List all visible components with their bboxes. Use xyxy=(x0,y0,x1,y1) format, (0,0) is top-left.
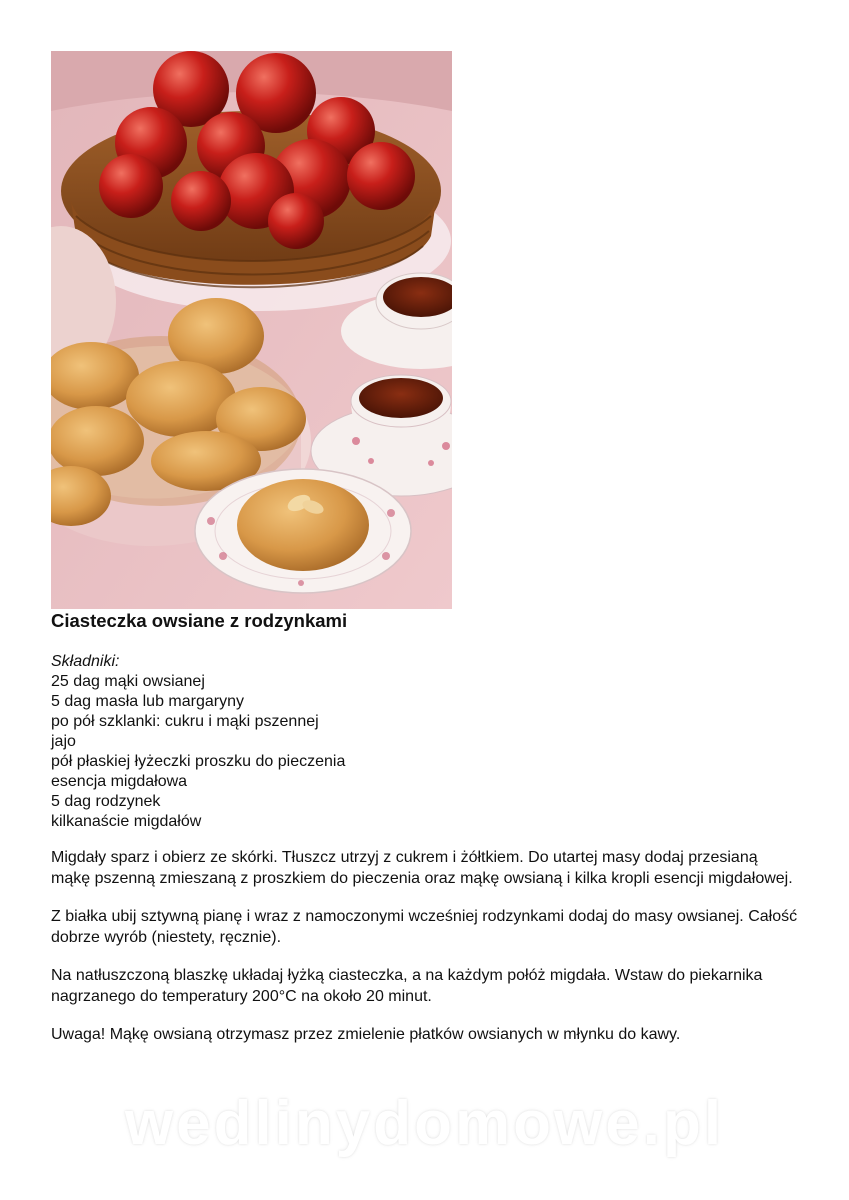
recipe-title: Ciasteczka owsiane z rodzynkami xyxy=(51,610,348,631)
ingredient-item: 5 dag masła lub margaryny xyxy=(51,693,244,710)
preparation-steps xyxy=(51,848,801,1064)
ingredient-item: esencja migdałowa xyxy=(51,773,188,790)
step-paragraph: Na natłuszczoną blaszkę układaj łyżką ciasteczka, a na każdym połóż migdała. Wstaw do piekarnika nagrzanego do temperatury 200°C na około 20 minut. xyxy=(51,967,763,1005)
step-paragraph: Migdały sparz i obierz ze skórki. Tłuszcz utrzyj z cukrem i żółtkiem. Do utartej masy dodaj przesianą mąkę pszenną zmieszaną z proszkiem do pieczenia oraz mąkę owsianą i kilka kropli esencji migdałowej. xyxy=(51,849,793,887)
ingredients-heading: Składniki: xyxy=(51,653,120,670)
step-paragraph: Z białka ubij sztywną pianę i wraz z namoczonymi wcześniej rodzynkami dodaj do masy owsianej. Całość dobrze wyrób (niestety, ręcznie). xyxy=(51,908,798,946)
ingredient-item: 25 dag mąki owsianej xyxy=(51,673,205,690)
site-watermark: wedlinydomowe.pl xyxy=(124,1089,725,1158)
ingredient-item: kilkanaście migdałów xyxy=(51,813,202,830)
ingredients-list xyxy=(51,652,345,832)
ingredient-item: pół płaskiej łyżeczki proszku do pieczenia xyxy=(51,753,346,770)
ingredient-item: 5 dag rodzynek xyxy=(51,793,161,810)
step-paragraph: Uwaga! Mąkę owsianą otrzymasz przez zmielenie płatków owsianych w młynku do kawy. xyxy=(51,1026,681,1043)
recipe-photo xyxy=(51,51,452,609)
ingredient-item: po pół szklanki: cukru i mąki pszennej xyxy=(51,713,319,730)
ingredient-item: jajo xyxy=(51,733,76,750)
